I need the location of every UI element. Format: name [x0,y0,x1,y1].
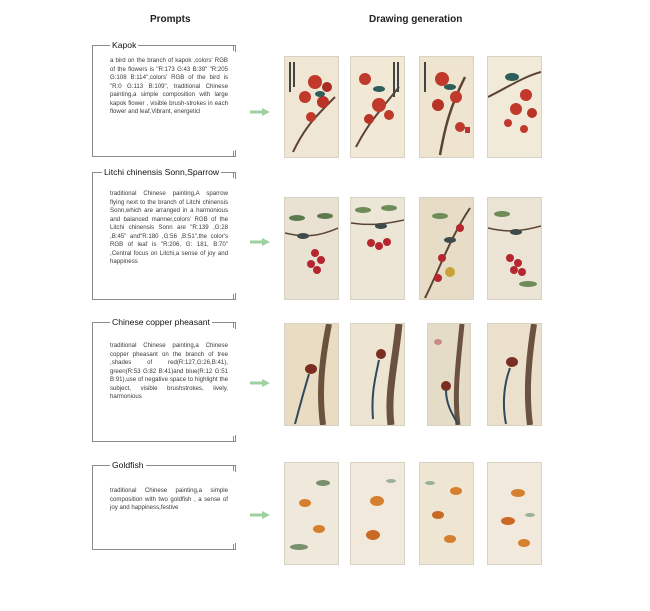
pheasant-painting-4 [487,323,542,426]
litchi-painting-2 [350,197,405,300]
drawing-generation-header: Drawing generation [369,14,463,25]
generated-images-goldfish [284,462,546,564]
kapok-painting-4 [487,56,542,158]
bracket-left [92,465,93,550]
prompt-title: Litchi chinensis Sonn,Sparrow [104,167,220,177]
arrow-right-icon [250,511,270,519]
goldfish-painting-3 [419,462,474,565]
prompt-block-pheasant [92,317,234,442]
prompt-block-kapok [92,40,234,157]
arrow-right-icon [250,238,270,246]
bracket-left [92,172,93,300]
bracket-bottom [92,435,236,442]
goldfish-painting-1 [284,462,339,565]
prompts-header: Prompts [150,14,191,25]
kapok-painting-2 [350,56,405,158]
bracket-right-top [233,322,234,328]
pheasant-painting-2 [350,323,405,426]
prompt-text: traditional Chinese painting,A sparrow flying next to the branch of Litchi chinensis Sonn,which are arranged in a harmonious and balanced manner,colors' RGB of the Litchi chinensis Sonn are "R:139 ,G:28 ,B:45" and"R:180 ,G:56 ,B:51",the color's RGB of leaf is "R:206, G: 181, B:70" ,Central focus on Litchi,a sense of joy and happiness [110,190,228,265]
bracket-left [92,322,93,442]
bracket-bottom [92,293,236,300]
generated-images-kapok [284,56,546,157]
prompt-text: traditional Chinese painting,a simple composition with two goldfish , a sense of joy and happiness,festive [110,487,228,511]
pheasant-painting-1 [284,323,339,426]
bracket-left [92,45,93,157]
litchi-painting-3 [419,197,474,300]
arrow-right-icon [250,379,270,387]
bracket-right-top [233,465,234,471]
generated-images-pheasant [284,323,546,425]
pheasant-painting-3 [427,323,471,426]
prompt-title: Kapok [112,40,137,50]
litchi-painting-4 [487,197,542,300]
goldfish-painting-2 [350,462,405,565]
prompt-title: Chinese copper pheasant [112,317,210,327]
kapok-painting-3 [419,56,474,158]
bracket-bottom [92,543,236,550]
bracket-bottom [92,150,236,157]
kapok-painting-1 [284,56,339,158]
prompt-block-litchi [92,167,234,300]
prompt-title: Goldfish [112,460,144,470]
goldfish-painting-4 [487,462,542,565]
bracket-right-top [233,45,234,51]
prompt-text: traditional Chinese painting,a Chinese copper pheasant on the branch of tree ,shades of red(R:127,G:26,B:41), green(R:53 G:82 B:41)and blue(R:12 G:51 B:91),use of negative space to highlight the subject, visible brushstrokes, lively, harmonious [110,342,228,400]
arrow-right-icon [250,108,270,116]
litchi-painting-1 [284,197,339,300]
generated-images-litchi [284,197,546,299]
bracket-right-top [233,172,234,178]
prompt-block-goldfish [92,460,234,550]
prompt-text: a bird on the branch of kapok ,colors' RGB of the flowers is "R:173 G:43 B:39" "R:205 G:108 B:114",colors' RGB of the bird is "R:0 G:113 B:109", traditional Chinese painting,a simple composition with large kapok flower , visible brush-strokes in each flower and leaf,Vibrant, energeticl [110,57,228,115]
